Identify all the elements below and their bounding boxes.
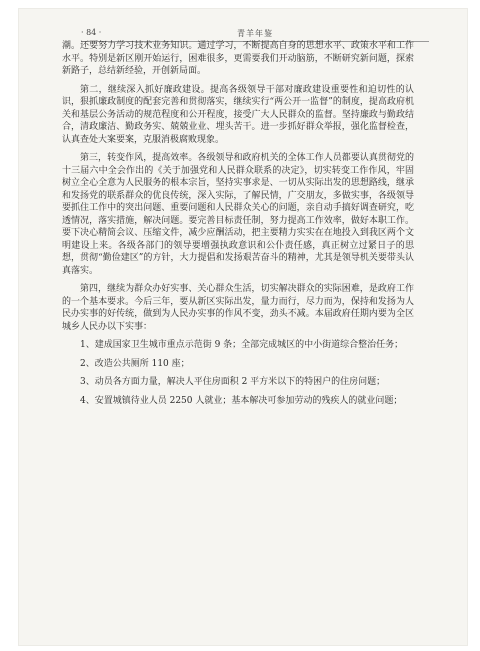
running-title: 青羊年鉴 — [237, 29, 273, 38]
list-item-2: 2、改造公共厕所 110 座； — [80, 358, 190, 369]
paragraph-continuation: 潮。还要努力学习技术业务知识。通过学习，不断提高自身的思想水平、政策水平和工作水平。特别是新区刚开始运行，困难很多，更需要我们开动脑筋，不断研究新问题，探索新路子，总结新经验，开创新局面。 — [62, 41, 414, 76]
paragraph-point-two: 第二，继续深入抓好廉政建设。提高各级领导干部对廉政建设重要性和迫切性的认识，狠抓廉政制度的配套完善和贯彻落实，继续实行“两公开一监督”的制度，提高政府机关和基层公务活动的规范程度和公开程度，接受广大人民群众的监督。坚持廉政与勤政结合，清政廉洁、勤政务实、兢兢业业、埋头苦干。进一步抓好群众举报，强化监督检查，认真查处大案要案，克服消极腐败现象。 — [62, 84, 414, 145]
body-text — [62, 40, 414, 407]
paragraph-point-four: 第四，继续为群众办好实事、关心群众生活，切实解决群众的实际困难，是政府工作的一个基本要求。今后三年，要从新区实际出发，量力而行，尽力而为，保持和发扬为人民办实事的好传统，做到为人民办实事的作风不变，劲头不减。本届政府任期内要为全区城乡人民办以下实事： — [62, 284, 414, 332]
list-item-1: 1、建成国家卫生城市重点示范街 9 条；全部完成城区的中小街道综合整治任务； — [80, 340, 404, 350]
paragraph-point-three: 第三，转变作风，提高效率。各级领导和政府机关的全体工作人员都要认真贯彻党的十三届六中全会作出的《关于加强党和人民群众联系的决定》，切实转变工作作风，牢固树立全心全意为人民服务的根本宗旨，坚持实事求是、一切从实际出发的思想路线，继承和发扬党的联系群众的优良传统，深入实际，了解民情，广交朋友，多做实事，各级领导要抓住工作中的突出问题、重要问题和人民群众关心的问题，亲自动手搞好调查研究，吃透情况，落实措施，解决问题。要完善目标责任制，努力提高工作效率，做好本职工作。要下决心精简会议、压缩文件，减少应酬活动，把主要精力实实在在地投入到我区两个文明建设上来。各级各部门的领导要增强执政意识和公仆责任感，真正树立过紧日子的思想，贯彻“勤俭建区”的方针，大力提倡和发扬艰苦奋斗的精神，尤其是领导机关要带头认真落实。 — [62, 153, 414, 276]
list-item-4: 4、安置城镇待业人员 2250 人就业；基本解决可参加劳动的残疾人的就业问题； — [80, 395, 403, 406]
page-number: · 84 · — [81, 28, 102, 37]
list-item-3: 3、动员各方面力量，解决人平住房面积 2 平方米以下的特困户的住房问题； — [80, 377, 386, 387]
